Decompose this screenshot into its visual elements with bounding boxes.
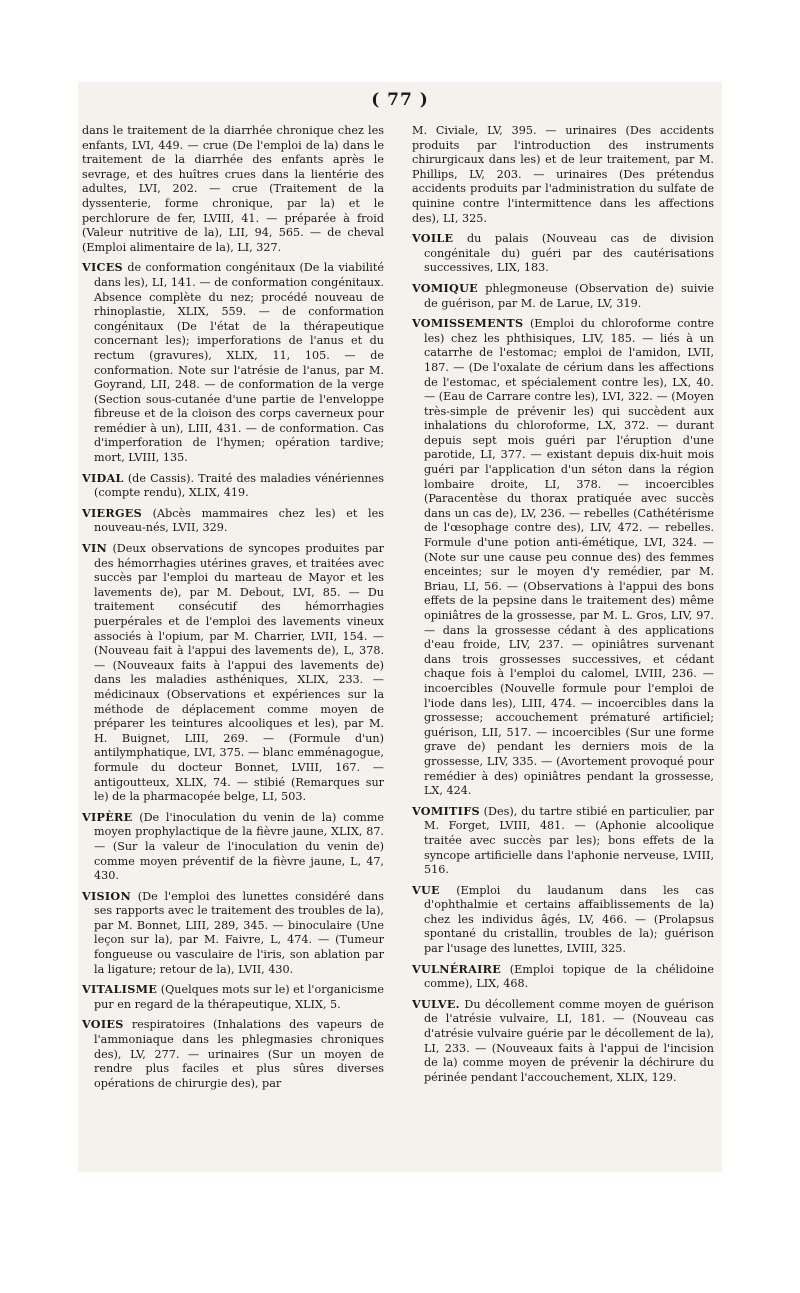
entry-text: de conformation congénitaux (De la viabilité dans les), LI, 141. — de conformation congénitaux. Absence complète du nez; procédé nouveau de rhinoplastie, XLIX, 559. — de conformation congénitaux (De l'état de la thérapeutique concernant les); imperforations de l'anus et du rectum (gravures), XLIX, 11, 105. — de conformation. Note sur l'atrésie de l'anus, par M. Goyrand, LII, 248. — de conformation de la verge (Section sous-cutanée d'une partie de l'enveloppe fibreuse et de la cloison des corps caverneux pour remédier à un), LIII, 431. — de conformation. Cas d'imperforation de l'hymen; opération tardive; mort, LVIII, 135. [94, 261, 384, 465]
entry-headword: VIERGES [82, 505, 142, 520]
entry-text: (Emploi du laudanum dans les cas d'ophthalmie et certains affaiblissements de la) chez les individus âgés, LV, 466. — (Prolapsus spontané du cristallin, troubles de la); guérison par l'usage des lunettes, LVIII, 325. [424, 883, 714, 956]
entry-headword: VOIES [82, 1017, 124, 1032]
entry-headword: VIPÈRE [82, 809, 133, 824]
entry-text: dans le traitement de la diarrhée chronique chez les enfants, LVI, 449. — crue (De l'emploi de la) dans le traitement de la diarrhée des enfants après le sevrage, et des huîtres crues dans la lientérie des adultes, LVI, 202. — crue (Traitement de la dyssenterie, forme chronique, par la) et le perchlorure de fer, LVIII, 41. — préparée à froid (Valeur nutritive de la), LII, 94, 565. — de cheval (Emploi alimentaire de la), LI, 327. [82, 124, 384, 254]
index-entry [412, 997, 714, 1086]
index-entry [412, 281, 714, 311]
entry-headword: VISION [82, 888, 131, 903]
entry-text: Du décollement comme moyen de guérison de l'atrésie vulvaire, LI, 181. — (Nouveau cas d'atrésie vulvaire guérie par le décollement de la), LI, 233. — (Nouveaux faits à l'appui de l'incision de la) comme moyen de prévenir la déchirure du périnée pendant l'accouchement, XLIX, 129. [424, 997, 715, 1084]
right-column [412, 124, 714, 1090]
index-entry [82, 1017, 384, 1091]
index-entry [82, 124, 384, 255]
entry-text: (Deux observations de syncopes produites par des hémorrhagies utérines graves, et traitées avec succès par l'emploi du marteau de Mayor et les lavements de), par M. Debout, LVI, 85. — Du traitement consécutif des hémorrhagies puerpérales et de l'emploi des lavements vineux associés à l'opium, par M. Charrier, LVII, 154. — (Nouveau fait à l'appui des lavements de), L, 378. — (Nouveaux faits à l'appui des lavements de) dans les maladies asthéniques, XLIX, 233. — médicinaux (Observations et expériences sur la méthode de déplacement comme moyen de préparer les teintures alcooliques et les), par M. H. Buignet, LIII, 269. — (Formule d'un) antilymphatique, LVI, 375. — blanc emménagogue, formule du docteur Bonnet, LVIII, 167. — antigoutteux, XLIX, 74. — stibié (Remarques sur le) de la pharmacopée belge, LI, 503. [94, 542, 384, 804]
left-column [82, 124, 384, 1096]
entry-headword: VICES [82, 260, 123, 275]
entry-text: du palais (Nouveau cas de division congénitale du) guéri par des cautérisations successives, LIX, 183. [424, 232, 714, 275]
entry-headword: VUE [412, 882, 440, 897]
entry-text: (Quelques mots sur le) et l'organicisme pur en regard de la thérapeutique, XLIX, 5. [94, 983, 385, 1011]
entry-headword: VULNÉRAIRE [412, 961, 502, 976]
entry-headword: VITALISME [82, 982, 158, 997]
entry-headword: VULVE. [412, 996, 460, 1011]
entry-headword: VIDAL [82, 470, 124, 485]
page-number: ( 77 ) [371, 90, 429, 110]
index-entry [82, 506, 384, 536]
entry-text: M. Civiale, LV, 395. — urinaires (Des accidents produits par l'introduction des instruments chirurgicaux dans les) et de leur traitement, par M. Phillips, LV, 203. — urinaires (Des prétendus accidents produits par l'administration du sulfate de quinine contre l'intermittence dans les affections des), LI, 325. [412, 124, 714, 225]
index-entry [82, 810, 384, 884]
index-entry [412, 962, 714, 992]
entry-headword: VOMISSEMENTS [412, 316, 524, 331]
entry-headword: VOMITIFS [412, 803, 480, 818]
index-entry [412, 124, 714, 226]
entry-text: (De l'inoculation du venin de la) comme moyen prophylactique de la fièvre jaune, XLIX, 87. — (Sur la valeur de l'inoculation du venin de) comme moyen préventif de la fièvre jaune, L, 47, 430. [94, 810, 384, 883]
entry-text: (Abcès mammaires chez les) et les nouveau-nés, LVII, 329. [94, 506, 384, 535]
entry-text: phlegmoneuse (Observation de) suivie de guérison, par M. de Larue, LV, 319. [424, 281, 714, 310]
entry-headword: VOILE [412, 231, 454, 246]
entry-headword: VOMIQUE [412, 280, 478, 295]
entry-text: (de Cassis). Traité des maladies vénériennes (compte rendu), XLIX, 419. [94, 471, 384, 500]
index-entry [82, 982, 384, 1012]
entry-text: (Emploi topique de la chélidoine comme), LIX, 468. [424, 962, 714, 991]
index-entry [412, 316, 714, 799]
entry-text: (Des), du tartre stibié en particulier, par M. Forget, LVIII, 481. — (Aphonie alcoolique traitée avec succès par les); bons effets de la syncope artificielle dans l'aphonie nerveuse, LVIII, 516. [424, 804, 715, 877]
index-entry [82, 471, 384, 501]
entry-text: (De l'emploi des lunettes considéré dans ses rapports avec le traitement des troubles de la), par M. Bonnet, LIII, 289, 345. — binoculaire (Une leçon sur la), par M. Faivre, L, 474. — (Tumeur fongueuse ou vasculaire de l'iris, son ablation par la ligature; retour de la), LVII, 430. [94, 889, 384, 976]
entry-text: (Emploi du chloroforme contre les) chez les phthisiques, LIV, 185. — liés à un catarrhe de l'estomac; emploi de l'amidon, LVII, 187. — (De l'oxalate de cérium dans les affections de l'estomac, et spécialement contre les), LX, 40. — (Eau de Carrare contre les), LVI, 322. — (Moyen très-simple de prévenir les) qui succèdent aux inhalations du chloroforme, LX, 372. — durant depuis sept mois guéri par l'éruption d'une parotide, LI, 377. — existant depuis dix-huit mois guéri par l'application d'un séton dans la région lombaire droite, LI, 378. — incoercibles (Paracentèse du thorax pratiquée avec succès dans un cas de), LV, 236. — rebelles (Cathétérisme de l'œsophage contre des), LIV, 472. — rebelles. Formule d'une potion anti-émétique, LVI, 324. — (Note sur une cause peu connue des) des femmes enceintes; sur le moyen d'y remédier, par M. Briau, LI, 56. — (Observations à l'appui des bons effets de la pepsine dans le traitement des) même opiniâtres de la grossesse, par M. L. Gros, LIV, 97. — dans la grossesse cédant à des applications d'eau froide, LIV, 237. — opiniâtres survenant dans trois grossesses successives, et cédant chaque fois à l'emploi du calomel, LVIII, 236. — incoercibles (Nouvelle formule pour l'emploi de l'iode dans les), LIII, 474. — incoercibles dans la grossesse; accouchement prématuré artificiel; guérison, LII, 517. — incoercibles (Sur une forme grave de) pendant les derniers mois de la grossesse, LIV, 335. — (Avortement provoqué pour remédier à des) opiniâtres pendant la grossesse, LX, 424. [424, 317, 714, 798]
index-entry [412, 883, 714, 957]
index-entry [82, 889, 384, 978]
index-entry [82, 260, 384, 465]
entry-text: respiratoires (Inhalations des vapeurs de l'ammoniaque dans les phlegmasies chroniques des), LV, 277. — urinaires (Sur un moyen de rendre plus faciles et plus sûres diverses opérations de chirurgie des), par [94, 1018, 385, 1090]
index-entry [412, 231, 714, 276]
index-entry [412, 804, 714, 878]
index-entry [82, 541, 384, 805]
entry-headword: VIN [82, 541, 108, 556]
